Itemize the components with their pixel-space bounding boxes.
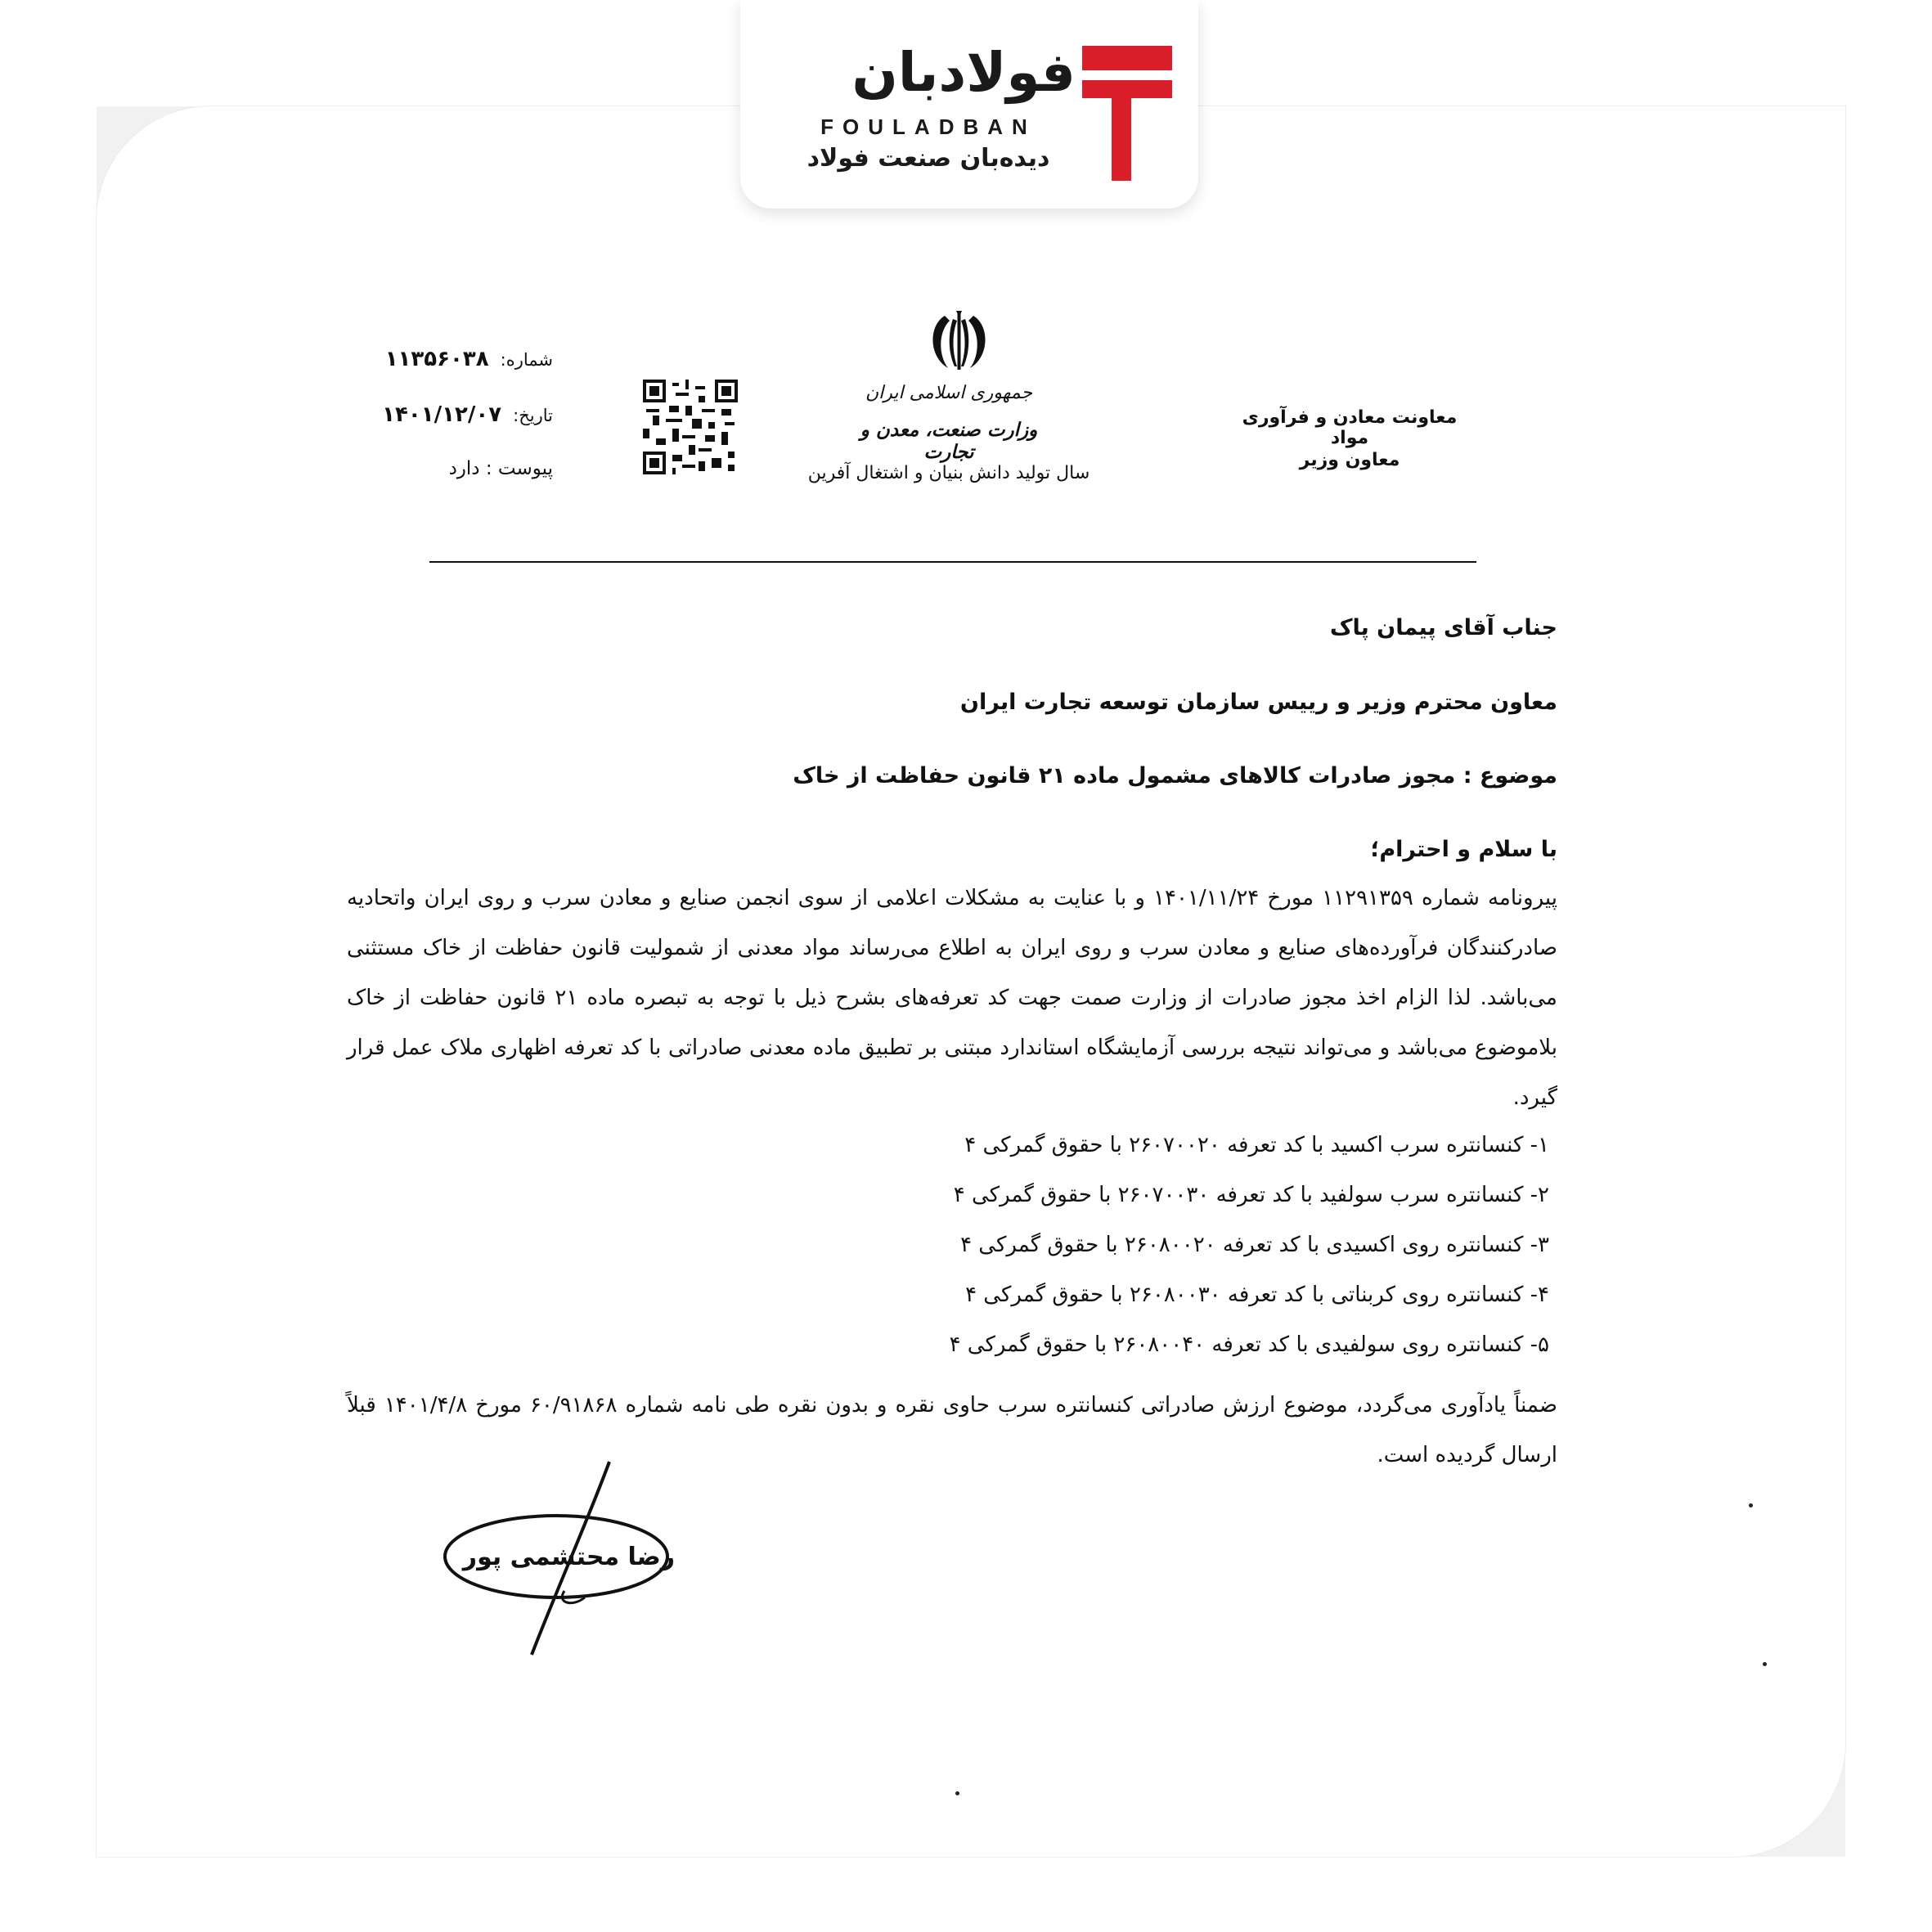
fouladban-mark-icon bbox=[1082, 46, 1172, 181]
letter-greeting: با سلام و احترام؛ bbox=[1370, 837, 1557, 862]
page-background-left bbox=[0, 0, 97, 1932]
letter-number-value: ۱۱۳۵۶۰۳۸ bbox=[384, 347, 489, 371]
logo-name-fa: فولادبان bbox=[851, 41, 1076, 104]
year-motto: سال تولید دانش بنیان و اشتغال آفرین bbox=[807, 463, 1090, 483]
speck bbox=[1763, 1662, 1767, 1666]
page-background-bottom bbox=[0, 1857, 1932, 1932]
closing-paragraph: ضمناً یادآوری می‌گردد، موضوع ارزش صادراتی کنسانتره سرب حاوی نقره و بدون نقره طی نامه شماره ۶۰/۹۱۸۶۸ مورخ ۱۴۰۱/۴/۸ قبلاً ارسال گردیده است. bbox=[347, 1393, 1557, 1467]
iran-emblem-icon bbox=[920, 309, 998, 375]
signature-name: رضا محتشمی پور bbox=[462, 1543, 675, 1571]
tariff-item-3: ۳- کنسانتره روی اکسیدی با کد تعرفه ۲۶۰۸۰۰۲۰ با حقوق گمرکی ۴ bbox=[960, 1233, 1549, 1257]
department-role: معاون وزیر bbox=[1299, 450, 1400, 470]
page-background-right bbox=[1845, 0, 1932, 1932]
tariff-item-1: ۱- کنسانتره سرب اکسید با کد تعرفه ۲۶۰۷۰۰۲۰ با حقوق گمرکی ۴ bbox=[964, 1133, 1549, 1157]
speck bbox=[1749, 1503, 1753, 1507]
gov-title-line1: جمهوری اسلامی ایران bbox=[865, 383, 1033, 403]
handwritten-signature-icon bbox=[442, 1460, 695, 1656]
tariff-item-4: ۴- کنسانتره روی کربناتی با کد تعرفه ۲۶۰۸۰۰۳۰ با حقوق گمرکی ۴ bbox=[965, 1283, 1549, 1307]
recipient-title: معاون محترم وزیر و رییس سازمان توسعه تجارت ایران bbox=[959, 690, 1557, 715]
department-name: معاونت معادن و فرآوری مواد bbox=[1242, 407, 1458, 448]
ministry-name: وزارت صنعت، معدن و تجارت bbox=[860, 419, 1038, 463]
header-divider bbox=[429, 561, 1476, 563]
letter-number bbox=[360, 347, 553, 371]
logo-name-en: FOULADBAN bbox=[820, 115, 1036, 139]
logo-tagline: دیده‌بان صنعت فولاد bbox=[806, 144, 1050, 173]
letter-date-value: ۱۴۰۱/۱۲/۰۷ bbox=[382, 402, 502, 427]
letter-attachment: پیوست : دارد bbox=[448, 458, 553, 479]
tariff-item-2: ۲- کنسانتره سرب سولفید با کد تعرفه ۲۶۰۷۰۰۳۰ با حقوق گمرکی ۴ bbox=[953, 1183, 1549, 1207]
letter-date bbox=[360, 402, 553, 427]
letter-date-label: تاریخ: bbox=[513, 406, 553, 425]
letter-body-paragraph: پیرونامه شماره ۱۱۲۹۱۳۵۹ مورخ ۱۴۰۱/۱۱/۲۴ و با عنایت به مشکلات اعلامی از سوی انجمن صنایع و معادن سرب و روی ایران واتحادیه صادرکنندگان فرآورده‌های صنایع و معادن سرب و روی ایران به اطلاع می‌رساند مواد معدنی از شمولیت قانون حفاظت از خاک مستثنی می‌باشد. لذا الزام اخذ مجوز صادرات از وزارت صمت جهت کد تعرفه‌های بشرح ذیل با توجه به تبصره ماده ۲۱ قانون حفاظت از خاک بلاموضوع می‌باشد و می‌تواند نتیجه بررسی آزمایشگاه استاندارد مبتنی بر تطبیق ماده معدنی صادراتی با کد تعرفه اظهاری ملاک عمل قرار گیرد. bbox=[347, 886, 1558, 1110]
recipient-name: جناب آقای پیمان پاک bbox=[1329, 615, 1557, 640]
tariff-item-5: ۵- کنسانتره روی سولفیدی با کد تعرفه ۲۶۰۸۰۰۴۰ با حقوق گمرکی ۴ bbox=[949, 1332, 1549, 1357]
fouladban-logo bbox=[740, 0, 1198, 209]
qr-code-icon bbox=[643, 378, 738, 476]
speck bbox=[955, 1791, 959, 1795]
letter-number-label: شماره: bbox=[500, 350, 553, 370]
letter-subject: موضوع : مجوز صادرات کالاهای مشمول ماده ۲۱ قانون حفاظت از خاک bbox=[793, 763, 1557, 789]
